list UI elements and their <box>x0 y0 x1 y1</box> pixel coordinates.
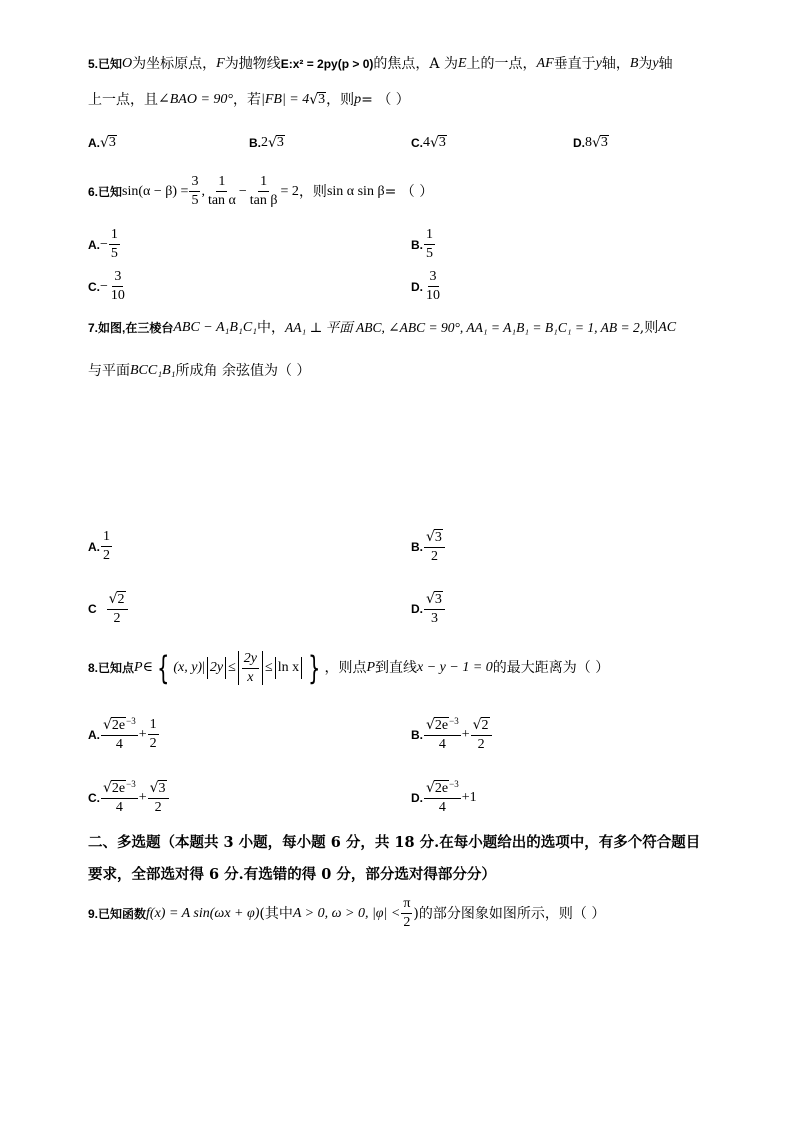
q9-stem: 9.已知函数 f(x) = A sin(ωx + φ) (其中 A > 0, ω > 0, |φ| < π 2 )的部分图象如图所示，则（ ） <box>88 896 606 930</box>
sqrt-icon: √ <box>268 134 277 151</box>
q7-line2: 与平面 BCC₁B₁ 所成角 余弦值为（ ） <box>88 363 311 379</box>
q5-line2: 上一点，且 ∠BAO = 90° ，若 |FB| = 4 √ 3 ，则 p = （ ） <box>88 91 410 108</box>
q5-option-a: A. √ 3 <box>88 134 116 151</box>
q8-number: 8.已知点 <box>88 661 135 675</box>
section-heading-line2: 要求，全部选对得 6 分.有选错的得 0 分，部分选对得部分分） <box>88 866 496 883</box>
sqrt-icon: √ <box>100 134 109 151</box>
sqrt-icon: √ <box>426 780 435 796</box>
q7-option-a: A. 1 2 <box>88 529 110 563</box>
q9-number: 9.已知函数 <box>88 906 147 921</box>
q8-option-c: C. $√2e^{-3}$ 4 + $\frac{√3}{2}$ <box>88 780 170 815</box>
q7-option-c: C √2 2 <box>88 592 129 626</box>
q8-option-a: A. $√2e^{-3}$ 4 + $\frac{1}{2}$ <box>88 716 157 752</box>
sqrt-icon: √ <box>472 716 482 733</box>
q6-number: 6.已知 <box>88 184 123 199</box>
sqrt-icon: √ <box>430 134 439 151</box>
q5-parabola: E:x² = 2py(p > 0) <box>280 57 374 71</box>
q5-number: 5.已知 <box>88 57 123 71</box>
q5-option-d: D. 8 √ 3 <box>573 134 608 151</box>
sqrt-icon: √ <box>149 779 159 796</box>
q5-line1: 5.已知 O 为坐标原点， F 为抛物线 E:x² = 2py(p > 0) 的焦点，A 为 E 上的一点， AF 垂直于 y 轴， B 为 y 轴 <box>88 56 673 72</box>
right-brace-icon: } <box>308 649 321 687</box>
left-brace-icon: { <box>157 649 170 687</box>
q6-option-d: D. 3 10 <box>411 269 440 303</box>
q6-stem: 6.已知 sin(α − β) = $\frac{3}{5}$ , 1 tan α − $\frac{1}{\text{tan β}}$ = 2 ，则 sin α sin β = （ ） <box>88 174 434 208</box>
q7-number: 7.如图,在三棱台 <box>88 321 174 335</box>
q7-option-d: D. √3 3 <box>411 592 446 626</box>
sqrt-icon: √ <box>103 717 112 733</box>
q6-option-a: A. − $\frac{1}{5}$ <box>88 227 118 261</box>
section-heading: 二、多选题（本题共 3 小题，每小题 6 分，共 18 分.在每小题给出的选项中，有多个符合题目 <box>88 834 701 851</box>
sqrt-icon: √ <box>426 529 435 545</box>
q6-option-b: B. 1 5 <box>411 227 433 261</box>
sqrt-icon: √ <box>426 591 435 607</box>
q8-stem: 8.已知点 P ∈ { (x, y) | 2y ≤ 2y x ≤ ln x } ，则点 P 到直线 x − y − 1 = 0 的最大距离为（ ） <box>88 649 610 687</box>
sqrt-icon: √ <box>309 91 319 108</box>
q5-option-c: C. 4 √ 3 <box>411 134 446 151</box>
q5-option-b: B. 2 √ 3 <box>249 134 284 151</box>
sqrt-icon: √ <box>592 134 601 151</box>
q8-option-d: D. $√2e^{-3}$ 4 +1 <box>411 779 477 815</box>
q5-angle: ∠BAO = 90° <box>158 91 233 107</box>
q7-option-b: B. √3 2 <box>411 530 446 564</box>
q6-option-c: C. − $\frac{3}{10}$ <box>88 269 125 303</box>
q7-line1: 7.如图,在三棱台 ABC − A₁B₁C₁ 中， AA₁ ⊥ 平面 ABC, ∠ABC = 90°, AA₁ = A₁B₁ = B₁C₁ = 1, AB = 2 ,则 AC <box>88 320 677 336</box>
sqrt-icon: √ <box>108 591 118 607</box>
q8-option-b: B. $√2e^{-3}$ 4 + $\frac{√2}{2}$ <box>411 717 493 752</box>
sqrt-icon: √ <box>103 780 112 796</box>
sqrt-icon: √ <box>426 717 435 733</box>
